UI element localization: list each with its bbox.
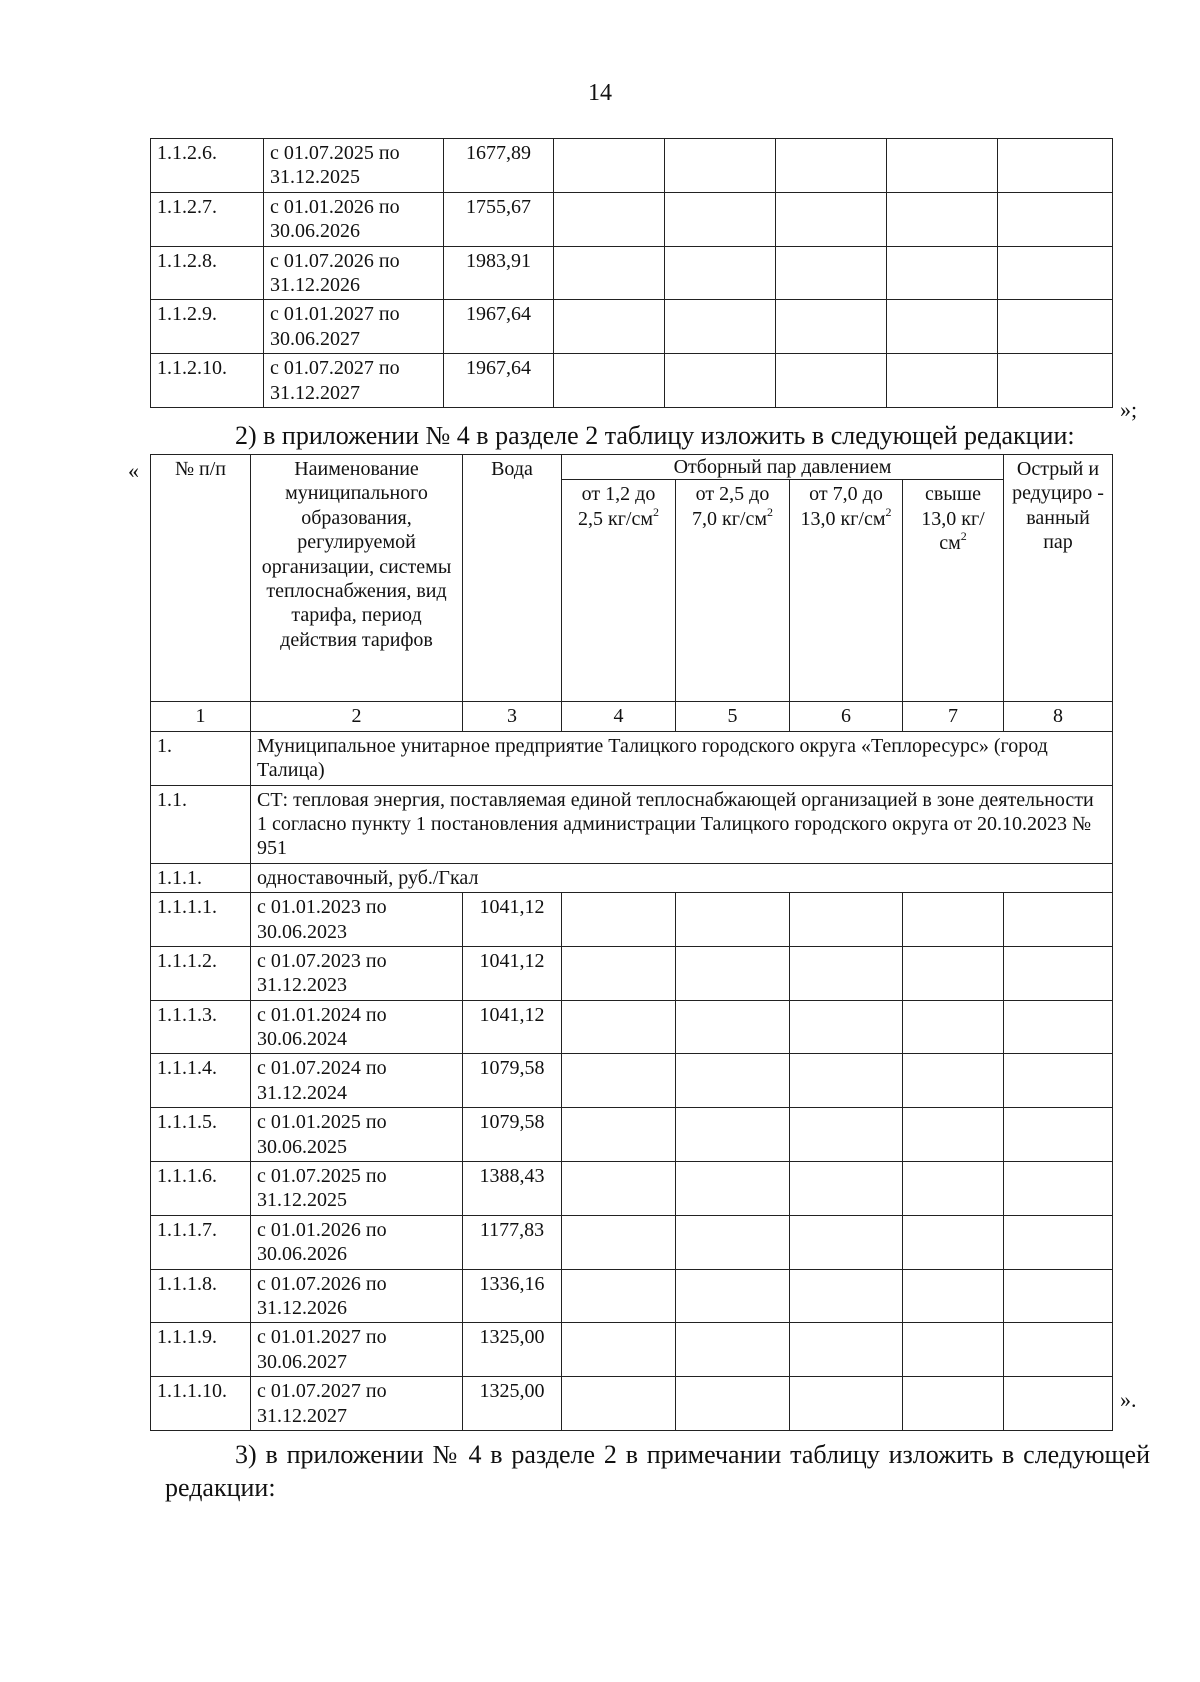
empty-cell bbox=[887, 300, 998, 354]
empty-cell bbox=[887, 139, 998, 193]
empty-cell bbox=[562, 893, 676, 947]
header-num: № п/п bbox=[151, 455, 251, 702]
empty-cell bbox=[665, 300, 776, 354]
period-cell: с 01.01.2023 по 30.06.2023 bbox=[251, 893, 463, 947]
empty-cell bbox=[676, 1269, 790, 1323]
empty-cell bbox=[903, 1108, 1004, 1162]
empty-cell bbox=[676, 1323, 790, 1377]
col-number: 1 bbox=[151, 702, 251, 731]
closing-quote-1: »; bbox=[1120, 397, 1138, 422]
empty-cell bbox=[554, 139, 665, 193]
header-steam-3: от 7,0 до 13,0 $кг/см^2$ bbox=[790, 480, 903, 702]
empty-cell bbox=[676, 1377, 790, 1431]
empty-cell bbox=[903, 893, 1004, 947]
row-number: 1. bbox=[151, 731, 251, 785]
header-water: Вода bbox=[463, 455, 562, 702]
water-value: 1041,12 bbox=[463, 1000, 562, 1054]
period-cell: с 01.07.2027 по 31.12.2027 bbox=[264, 354, 444, 408]
period-cell: с 01.01.2025 по 30.06.2025 bbox=[251, 1108, 463, 1162]
period-cell: с 01.07.2026 по 31.12.2026 bbox=[264, 246, 444, 300]
water-value: 1079,58 bbox=[463, 1108, 562, 1162]
col-number: 5 bbox=[676, 702, 790, 731]
row-number: 1.1.2.6. bbox=[151, 139, 264, 193]
empty-cell bbox=[776, 139, 887, 193]
row-number: 1.1.1.7. bbox=[151, 1215, 251, 1269]
empty-cell bbox=[554, 246, 665, 300]
period-cell: с 01.07.2025 по 31.12.2025 bbox=[251, 1162, 463, 1216]
col-number: 3 bbox=[463, 702, 562, 731]
col-number: 4 bbox=[562, 702, 676, 731]
row-number: 1.1.1. bbox=[151, 863, 251, 892]
empty-cell bbox=[790, 1215, 903, 1269]
empty-cell bbox=[903, 1000, 1004, 1054]
table-row bbox=[151, 1162, 1113, 1216]
empty-cell bbox=[887, 192, 998, 246]
empty-cell bbox=[562, 946, 676, 1000]
empty-cell bbox=[998, 246, 1113, 300]
table-row bbox=[151, 1000, 1113, 1054]
table-row bbox=[151, 1108, 1113, 1162]
col-number: 2 bbox=[251, 702, 463, 731]
empty-cell bbox=[562, 1108, 676, 1162]
empty-cell bbox=[676, 893, 790, 947]
period-cell: с 01.01.2024 по 30.06.2024 bbox=[251, 1000, 463, 1054]
empty-cell bbox=[998, 192, 1113, 246]
row-number: 1.1.1.5. bbox=[151, 1108, 251, 1162]
empty-cell bbox=[790, 1108, 903, 1162]
row-number: 1.1.1.10. bbox=[151, 1377, 251, 1431]
period-cell: с 01.07.2025 по 31.12.2025 bbox=[264, 139, 444, 193]
empty-cell bbox=[790, 1377, 903, 1431]
empty-cell bbox=[790, 1054, 903, 1108]
table-row bbox=[151, 1054, 1113, 1108]
col-number: 8 bbox=[1004, 702, 1113, 731]
header-steam-4: свыше 13,0 $кг/см^2$ bbox=[903, 480, 1004, 702]
closing-quote-2: ». bbox=[1120, 1387, 1137, 1412]
period-cell: с 01.07.2026 по 31.12.2026 bbox=[251, 1269, 463, 1323]
empty-cell bbox=[665, 192, 776, 246]
empty-cell bbox=[562, 1162, 676, 1216]
water-value: 1388,43 bbox=[463, 1162, 562, 1216]
row-number: 1.1.1.1. bbox=[151, 893, 251, 947]
empty-cell bbox=[903, 1054, 1004, 1108]
period-cell: с 01.07.2023 по 31.12.2023 bbox=[251, 946, 463, 1000]
empty-cell bbox=[665, 246, 776, 300]
table-row bbox=[151, 1269, 1113, 1323]
header-steam-group: Отборный пар давлением bbox=[562, 455, 1004, 480]
section-row bbox=[151, 863, 1113, 892]
row-number: 1.1.1.6. bbox=[151, 1162, 251, 1216]
empty-cell bbox=[562, 1215, 676, 1269]
header-steam-1: от 1,2 до 2,5 $кг/см^2$ bbox=[562, 480, 676, 702]
empty-cell bbox=[562, 1054, 676, 1108]
empty-cell bbox=[562, 1377, 676, 1431]
empty-cell bbox=[1004, 1162, 1113, 1216]
empty-cell bbox=[1004, 1269, 1113, 1323]
water-value: 1325,00 bbox=[463, 1323, 562, 1377]
page-number: 14 bbox=[588, 80, 612, 106]
empty-cell bbox=[1004, 893, 1113, 947]
row-number: 1.1.2.8. bbox=[151, 246, 264, 300]
empty-cell bbox=[562, 1323, 676, 1377]
water-value: 1336,16 bbox=[463, 1269, 562, 1323]
empty-cell bbox=[790, 1269, 903, 1323]
header-sharp-steam: Острый и редуциро - ванный пар bbox=[1004, 455, 1113, 702]
empty-cell bbox=[665, 354, 776, 408]
empty-cell bbox=[790, 1323, 903, 1377]
tariff-table bbox=[150, 454, 1113, 1431]
empty-cell bbox=[554, 300, 665, 354]
empty-cell bbox=[1004, 1215, 1113, 1269]
empty-cell bbox=[903, 1269, 1004, 1323]
empty-cell bbox=[1004, 1377, 1113, 1431]
water-value: 1079,58 bbox=[463, 1054, 562, 1108]
row-number: 1.1.1.2. bbox=[151, 946, 251, 1000]
period-cell: с 01.01.2026 по 30.06.2026 bbox=[251, 1215, 463, 1269]
water-value: 1967,64 bbox=[444, 354, 554, 408]
empty-cell bbox=[676, 946, 790, 1000]
empty-cell bbox=[887, 246, 998, 300]
empty-cell bbox=[1004, 1054, 1113, 1108]
empty-cell bbox=[903, 1323, 1004, 1377]
empty-cell bbox=[562, 1269, 676, 1323]
water-value: 1325,00 bbox=[463, 1377, 562, 1431]
table-row bbox=[151, 300, 1113, 354]
col-number: 6 bbox=[790, 702, 903, 731]
empty-cell bbox=[998, 139, 1113, 193]
empty-cell bbox=[998, 354, 1113, 408]
empty-cell bbox=[676, 1108, 790, 1162]
empty-cell bbox=[1004, 1323, 1113, 1377]
row-number: 1.1. bbox=[151, 785, 251, 863]
empty-cell bbox=[676, 1215, 790, 1269]
table-row bbox=[151, 893, 1113, 947]
empty-cell bbox=[562, 1000, 676, 1054]
col-number: 7 bbox=[903, 702, 1004, 731]
empty-cell bbox=[554, 192, 665, 246]
table-row bbox=[151, 246, 1113, 300]
water-value: 1755,67 bbox=[444, 192, 554, 246]
empty-cell bbox=[676, 1000, 790, 1054]
header-name: Наименование муниципального образования, регулируемой организации, системы теплоснабжения, вид тарифа, период действия тарифов bbox=[251, 455, 463, 702]
empty-cell bbox=[903, 1162, 1004, 1216]
paragraph-2: 2) в приложении № 4 в разделе 2 таблицу изложить в следующей редакции: bbox=[235, 421, 1075, 450]
row-number: 1.1.2.9. bbox=[151, 300, 264, 354]
row-number: 1.1.1.4. bbox=[151, 1054, 251, 1108]
water-value: 1983,91 bbox=[444, 246, 554, 300]
table-row bbox=[151, 946, 1113, 1000]
table-row bbox=[151, 354, 1113, 408]
water-value: 1177,83 bbox=[463, 1215, 562, 1269]
table-row bbox=[151, 139, 1113, 193]
header-steam-2: от 2,5 до 7,0 $кг/см^2$ bbox=[676, 480, 790, 702]
water-value: 1041,12 bbox=[463, 946, 562, 1000]
row-number: 1.1.1.3. bbox=[151, 1000, 251, 1054]
section-text: одноставочный, руб./Гкал bbox=[251, 863, 1113, 892]
table-row bbox=[151, 1377, 1113, 1431]
empty-cell bbox=[998, 300, 1113, 354]
section-row bbox=[151, 731, 1113, 785]
paragraph-3: 3) в приложении № 4 в разделе 2 в примечании таблицу изложить в следующей редакции: bbox=[165, 1440, 1150, 1502]
section-text: СТ: тепловая энергия, поставляемая единой теплоснабжающей организацией в зоне деятельности 1 согласно пункту 1 постановления администрации Талицкого городского округа от 20.10.2023 № 951 bbox=[251, 785, 1113, 863]
empty-cell bbox=[676, 1162, 790, 1216]
table-row bbox=[151, 1215, 1113, 1269]
row-number: 1.1.1.8. bbox=[151, 1269, 251, 1323]
empty-cell bbox=[676, 1054, 790, 1108]
empty-cell bbox=[776, 246, 887, 300]
empty-cell bbox=[790, 946, 903, 1000]
period-cell: с 01.01.2027 по 30.06.2027 bbox=[264, 300, 444, 354]
tariff-table-continuation bbox=[150, 138, 1113, 408]
period-cell: с 01.01.2027 по 30.06.2027 bbox=[251, 1323, 463, 1377]
water-value: 1041,12 bbox=[463, 893, 562, 947]
empty-cell bbox=[1004, 946, 1113, 1000]
empty-cell bbox=[1004, 1108, 1113, 1162]
empty-cell bbox=[776, 300, 887, 354]
empty-cell bbox=[903, 1215, 1004, 1269]
empty-cell bbox=[1004, 1000, 1113, 1054]
water-value: 1677,89 bbox=[444, 139, 554, 193]
empty-cell bbox=[903, 1377, 1004, 1431]
table-row bbox=[151, 192, 1113, 246]
empty-cell bbox=[887, 354, 998, 408]
section-text: Муниципальное унитарное предприятие Талицкого городского округа «Теплоресурс» (город Талица) bbox=[251, 731, 1113, 785]
opening-quote-2: « bbox=[128, 458, 139, 483]
empty-cell bbox=[776, 192, 887, 246]
empty-cell bbox=[665, 139, 776, 193]
water-value: 1967,64 bbox=[444, 300, 554, 354]
empty-cell bbox=[554, 354, 665, 408]
empty-cell bbox=[790, 893, 903, 947]
empty-cell bbox=[903, 946, 1004, 1000]
period-cell: с 01.01.2026 по 30.06.2026 bbox=[264, 192, 444, 246]
period-cell: с 01.07.2027 по 31.12.2027 bbox=[251, 1377, 463, 1431]
column-numbers-row bbox=[151, 702, 1113, 731]
empty-cell bbox=[790, 1000, 903, 1054]
section-row bbox=[151, 785, 1113, 863]
table-row bbox=[151, 1323, 1113, 1377]
empty-cell bbox=[790, 1162, 903, 1216]
period-cell: с 01.07.2024 по 31.12.2024 bbox=[251, 1054, 463, 1108]
row-number: 1.1.1.9. bbox=[151, 1323, 251, 1377]
empty-cell bbox=[776, 354, 887, 408]
row-number: 1.1.2.10. bbox=[151, 354, 264, 408]
row-number: 1.1.2.7. bbox=[151, 192, 264, 246]
